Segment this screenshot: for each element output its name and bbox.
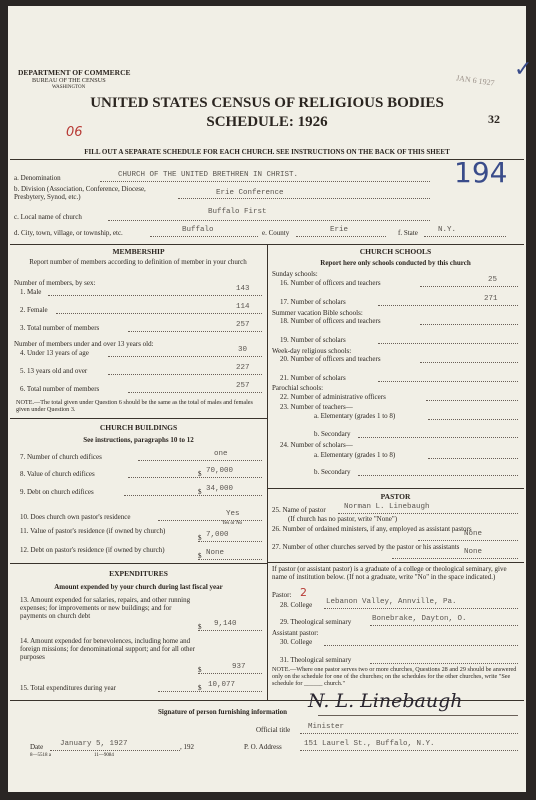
signature-value: N. L. Linebaugh (308, 690, 463, 712)
q17-value: 271 (484, 295, 498, 303)
assistant-pastor-subheading: Assistant pastor: (272, 629, 319, 637)
q18-label: 18. Number of officers and teachers (280, 317, 381, 325)
q21-label: 21. Number of scholars (280, 374, 346, 382)
q26-label: 26. Number of ordained ministers, if any, employed as assistant pastors (272, 525, 472, 533)
q9-label: 9. Debt on church edifices (20, 488, 94, 496)
membership-note: NOTE.—The total given under Question 6 should be the same as the total of males and females given under Question 3. (16, 399, 253, 413)
schools-sub: Report here only schools conducted by this church (320, 259, 471, 267)
buildings-heading: CHURCH BUILDINGS (99, 423, 178, 432)
q11-value: 7,000 (206, 531, 229, 539)
q9-value: 34,000 (206, 485, 234, 493)
q4-value: 30 (238, 346, 248, 354)
denomination-label: a. Denomination (14, 174, 61, 182)
print-number: 11—9084 (94, 753, 114, 758)
q2-label: 2. Female (20, 306, 48, 314)
department-name: DEPARTMENT OF COMMERCE (18, 68, 131, 77)
buildings-sub: See instructions, paragraphs 10 to 12 (83, 436, 194, 444)
q5-label: 5. 13 years old and over (20, 367, 88, 375)
q7-value: one (214, 450, 228, 458)
q14-dollar-icon: $ (198, 666, 202, 674)
denomination-value: CHURCH OF THE UNITED BRETHREN IN CHRIST. (118, 171, 299, 179)
page-number: 32 (488, 112, 500, 126)
instruction-line: FILL OUT A SEPARATE SCHEDULE FOR EACH CHURCH. SEE INSTRUCTIONS ON THE BACK OF THIS SHEET (84, 148, 450, 156)
pastor-subheading: Pastor: (272, 591, 292, 599)
q12-dollar-icon: $ (198, 552, 202, 560)
state-value: N.Y. (438, 226, 457, 234)
q8-label: 8. Value of church edifices (20, 470, 95, 478)
q12-label: 12. Debt on pastor's residence (if owned by church) (20, 546, 165, 554)
pastor-heading: PASTOR (380, 492, 411, 501)
members-by-age-label: Number of members under and over 13 years old: (14, 340, 154, 348)
q2-value: 114 (236, 303, 250, 311)
q20-label: 20. Number of officers and teachers (280, 355, 381, 363)
q16-label: 16. Number of officers and teachers (280, 279, 381, 287)
city-value: Buffalo (182, 226, 214, 234)
q30-label: 30. College (280, 638, 313, 646)
q10-value: Yes (226, 510, 240, 518)
city-label: d. City, town, village, or township, etc. (14, 229, 123, 237)
q13-label: 13. Amount expended for salaries, repairs, and other running expenses; for improvements or new buildings; and for payments on church debt (20, 596, 191, 620)
form-title: UNITED STATES CENSUS OF RELIGIOUS BODIES (90, 95, 444, 111)
membership-intro: Report number of members according to definition of member in your church (29, 258, 247, 266)
form-subtitle: SCHEDULE: 1926 (206, 114, 328, 130)
q19-label: 19. Number of scholars (280, 336, 346, 344)
q14-label: 14. Amount expended for benevolences, including home and foreign missions; for denominational support; and for all other purposes (20, 637, 195, 661)
q1-value: 143 (236, 285, 250, 293)
bureau-city: WASHINGTON (52, 85, 86, 90)
q9-dollar-icon: $ (198, 488, 202, 496)
membership-heading: MEMBERSHIP (112, 247, 165, 256)
q27-label: 27. Number of other churches served by the pastor or his assistants (272, 543, 460, 551)
q8-dollar-icon: $ (198, 470, 202, 478)
q10-hint: Yes or No (222, 521, 243, 526)
check-mark-icon: ✓ (514, 56, 533, 81)
official-title-label: Official title (256, 726, 291, 734)
bureau-name: BUREAU OF THE CENSUS (32, 77, 106, 84)
schools-heading: CHURCH SCHOOLS (359, 247, 432, 256)
summer-schools-label: Summer vacation Bible schools: (272, 309, 363, 317)
q11-label: 11. Value of pastor's residence (if owned by church) (20, 527, 166, 535)
signature-label: Signature of person furnishing information (158, 708, 287, 716)
expenditures-sub: Amount expended by your church during last fiscal year (54, 583, 223, 591)
q13-dollar-icon: $ (198, 623, 202, 631)
q25-label: 25. Name of pastor (272, 506, 326, 514)
q24b-label: b. Secondary (314, 468, 351, 476)
q15-value: 10,077 (208, 681, 236, 689)
q7-label: 7. Number of church edifices (20, 453, 102, 461)
q4-label: 4. Under 13 years of age (20, 349, 89, 357)
q13-value: 9,140 (214, 620, 237, 628)
q28-value: Lebanon Valley, Annville, Pa. (326, 598, 457, 606)
q6-value: 257 (236, 382, 250, 390)
q28-label: 28. College (280, 601, 313, 609)
q3-label: 3. Total number of members (20, 324, 100, 332)
date-value: January 5, 1927 (60, 740, 128, 748)
parochial-schools-label: Parochial schools: (272, 384, 324, 392)
division-label: b. Division (Association, Conference, Diocese, Presbytery, Synod, etc.) (14, 185, 146, 201)
division-value: Erie Conference (216, 189, 284, 197)
handwritten-code: 06 (66, 125, 83, 140)
form-number: 8—5518 a (30, 753, 51, 758)
po-address-label: P. O. Address (244, 743, 282, 751)
q1-label: 1. Male (20, 288, 42, 296)
state-label: f. State (398, 229, 418, 237)
census-schedule-sheet (8, 6, 533, 792)
county-label: e. County (262, 229, 290, 237)
q15-label: 15. Total expenditures during year (20, 684, 116, 692)
q14-value: 937 (232, 663, 246, 671)
q3-value: 257 (236, 321, 250, 329)
q15-dollar-icon: $ (198, 684, 202, 692)
q24-label: 24. Number of scholars— (280, 441, 353, 449)
pastor-hand-mark: 2 (300, 586, 307, 599)
q22-label: 22. Number of administrative officers (280, 393, 386, 401)
q11-dollar-icon: $ (198, 534, 202, 542)
local-name-label: c. Local name of church (14, 213, 82, 221)
q25-value: Norman L. Linebaugh (344, 503, 430, 511)
pastor-note: NOTE.—Where one pastor serves two or more churches, Questions 28 and 29 should be answered only on the schedule for one of the churches; on the schedules for the other churches, write "See schedule for ______ church." (272, 666, 517, 687)
q25-hint: (If church has no pastor, write "None") (288, 515, 398, 523)
local-name-value: Buffalo First (208, 208, 267, 216)
q8-value: 70,000 (206, 467, 234, 475)
date-year-suffix: , 192 (180, 743, 194, 751)
members-by-sex-label: Number of members, by sex: (14, 279, 96, 287)
q17-label: 17. Number of scholars (280, 298, 346, 306)
q27-value: None (464, 548, 483, 556)
q5-value: 227 (236, 364, 250, 372)
q23a-label: a. Elementary (grades 1 to 8) (314, 412, 396, 420)
q26-value: None (464, 530, 483, 538)
q24a-label: a. Elementary (grades 1 to 8) (314, 451, 396, 459)
weekday-schools-label: Week-day religious schools: (272, 347, 352, 355)
official-title-value: Minister (308, 723, 345, 731)
handwritten-number: 194 (454, 156, 508, 189)
q31-label: 31. Theological seminary (280, 656, 352, 664)
date-label: Date (30, 743, 44, 751)
q12-value: None (206, 549, 225, 557)
expenditures-heading: EXPENDITURES (109, 569, 168, 578)
q16-value: 25 (488, 276, 498, 284)
q23b-label: b. Secondary (314, 430, 351, 438)
q6-label: 6. Total number of members (20, 385, 100, 393)
q23-label: 23. Number of teachers— (280, 403, 353, 411)
q10-label: 10. Does church own pastor's residence (20, 513, 131, 521)
county-value: Erie (330, 226, 349, 234)
q29-value: Bonebrake, Dayton, O. (372, 615, 467, 623)
received-date-stamp: JAN 6 1927 (455, 73, 496, 88)
q29-label: 29. Theological seminary (280, 618, 352, 626)
graduate-note: If pastor (or assistant pastor) is a graduate of a college or theological seminary, give name of institution below. (If not a graduate, write "No" in the space indicated.) (272, 565, 507, 581)
sunday-schools-label: Sunday schools: (272, 270, 318, 278)
po-address-value: 151 Laurel St., Buffalo, N.Y. (304, 740, 435, 748)
